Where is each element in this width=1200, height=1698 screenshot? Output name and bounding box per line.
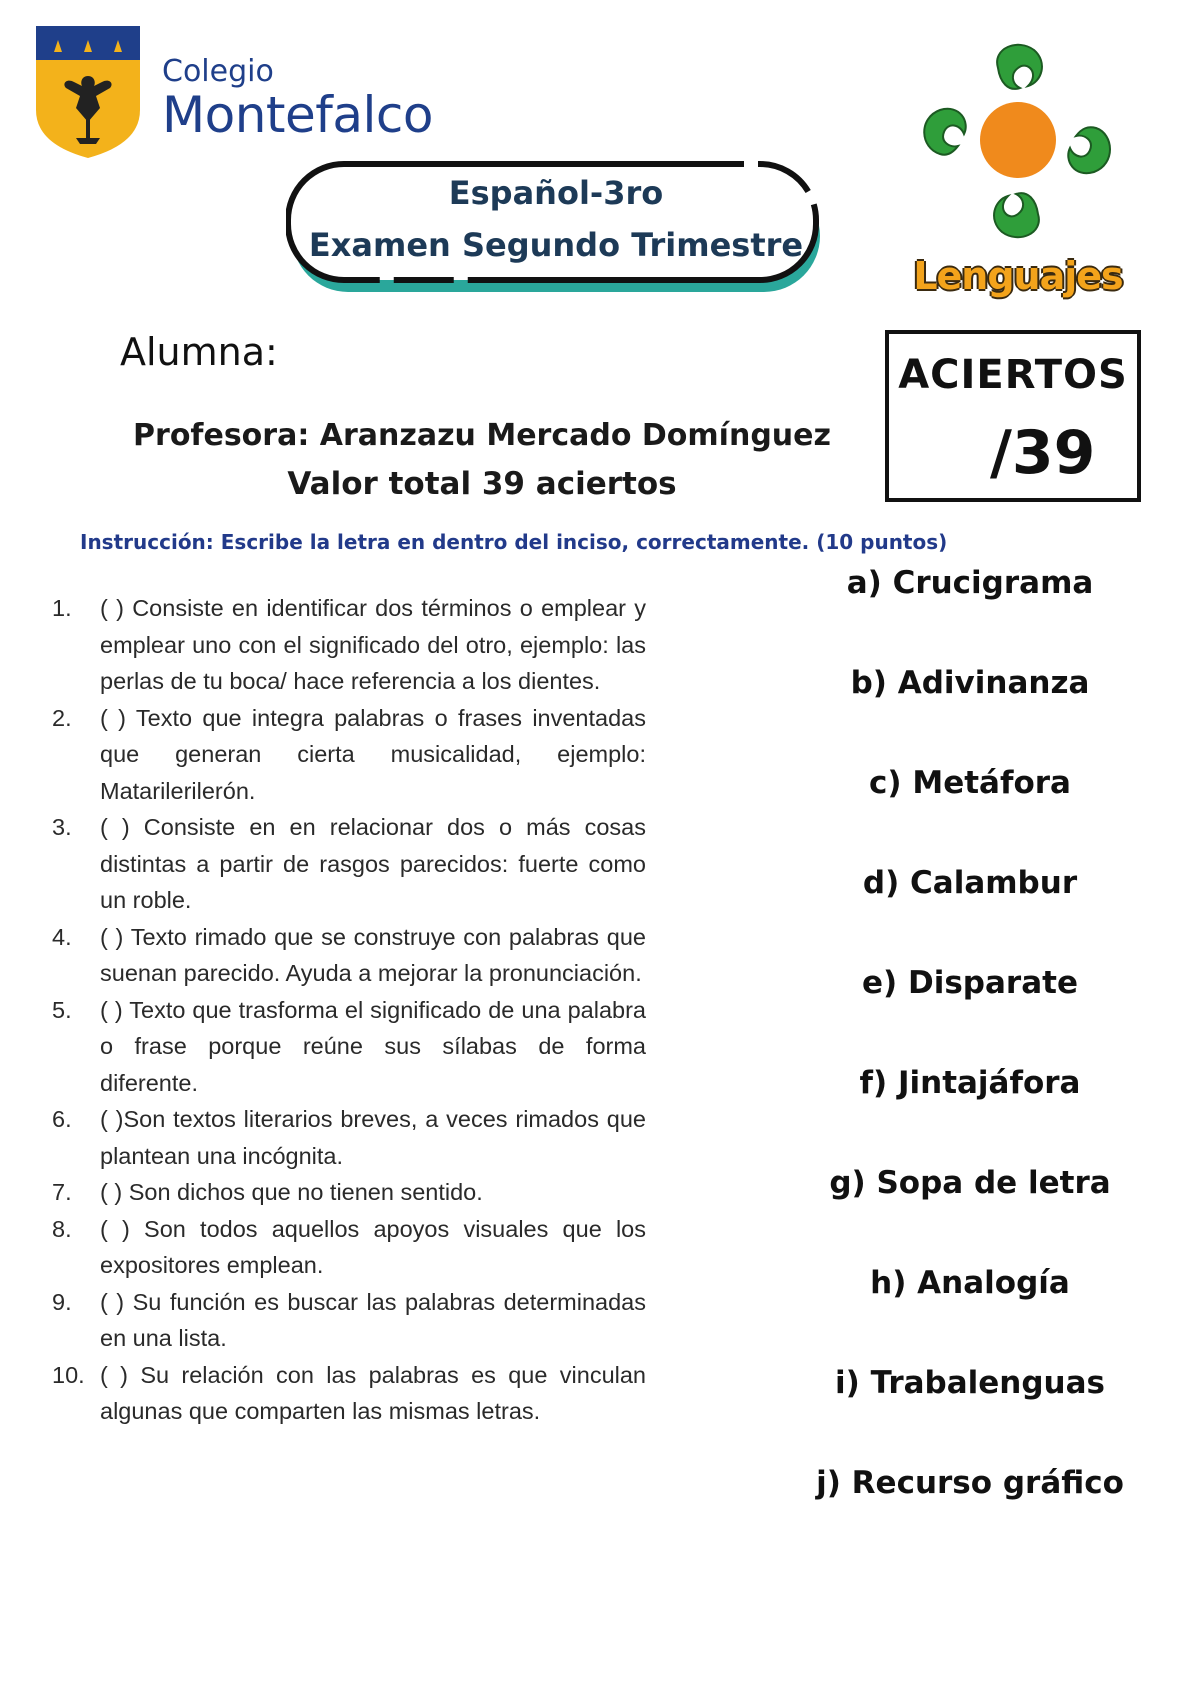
school-shield-logo xyxy=(36,26,140,158)
option-d: d) Calambur xyxy=(862,865,1078,901)
question-number: 2. xyxy=(52,704,72,731)
option-g: g) Sopa de letra xyxy=(829,1165,1111,1201)
instruction-text: Instrucción: Escribe la letra en dentro del inciso, correctamente. (10 puntos) xyxy=(80,530,948,554)
question-item xyxy=(52,919,646,992)
question-number: 10. xyxy=(52,1361,85,1388)
question-number: 7. xyxy=(52,1179,72,1205)
exam-title xyxy=(286,168,826,272)
question-number: 9. xyxy=(52,1288,72,1315)
question-item xyxy=(52,700,646,810)
question-text: ( ) Su función es buscar las palabras determinadas en una lista. xyxy=(100,1288,646,1351)
question-text: ( ) Su relación con las palabras es que vinculan algunas que comparten las mismas letras. xyxy=(100,1361,646,1424)
question-number: 3. xyxy=(52,814,72,840)
school-name-small: Colegio xyxy=(162,54,274,89)
questions-list xyxy=(52,590,646,1430)
option-c: c) Metáfora xyxy=(869,765,1071,801)
question-item xyxy=(52,590,646,700)
question-text: ( ) Son dichos que no tienen sentido. xyxy=(100,1179,483,1205)
score-label: ACIERTOS xyxy=(898,352,1128,398)
question-text: ( ) Consiste en en relacionar dos o más cosas distintas a partir de rasgos parecidos: fuerte como un roble. xyxy=(100,814,646,913)
question-number: 8. xyxy=(52,1215,72,1242)
question-item xyxy=(52,1101,646,1174)
exam-subject: Español-3ro xyxy=(448,174,664,212)
question-text: ( ) Texto rimado que se construye con palabras que suenan parecido. Ayuda a mejorar la pronunciación. xyxy=(100,923,646,986)
question-number: 4. xyxy=(52,923,72,950)
question-item xyxy=(52,1174,646,1211)
school-name xyxy=(162,56,433,142)
option-i: i) Trabalenguas xyxy=(835,1365,1105,1401)
student-name-label: Alumna: xyxy=(120,330,278,374)
question-number: 5. xyxy=(52,996,72,1023)
lenguajes-logo-word: Lenguajes xyxy=(913,254,1123,298)
question-item xyxy=(52,1284,646,1357)
question-number: 1. xyxy=(52,595,72,621)
total-value: Valor total 39 aciertos xyxy=(287,466,677,502)
option-a: a) Crucigrama xyxy=(846,565,1094,601)
question-item xyxy=(52,809,646,919)
option-j: j) Recurso gráfico xyxy=(816,1465,1124,1501)
option-e: e) Disparate xyxy=(862,965,1078,1001)
question-text: ( ) Son todos aquellos apoyos visuales que los expositores emplean. xyxy=(100,1215,646,1278)
school-name-big: Montefalco xyxy=(162,86,434,144)
question-item xyxy=(52,1357,646,1430)
question-text: ( ) Consiste en identificar dos términos o emplear y emplear uno con el significado del otro, ejemplo: las perlas de tu boca/ hace referencia a los dientes. xyxy=(100,595,646,694)
question-text: ( ) Texto que trasforma el significado de una palabra o frase porque reúne sus sílabas de forma diferente. xyxy=(100,996,646,1096)
question-text: ( )Son textos literarios breves, a veces rimados que plantean una incógnita. xyxy=(100,1106,646,1169)
teacher-name: Profesora: Aranzazu Mercado Domínguez xyxy=(133,418,831,453)
exam-name: Examen Segundo Trimestre xyxy=(308,226,804,264)
question-text: ( ) Texto que integra palabras o frases inventadas que generan cierta musicalidad, ejemplo: Matarilerilerón. xyxy=(100,704,646,804)
option-b: b) Adivinanza xyxy=(850,665,1090,701)
question-item xyxy=(52,1211,646,1284)
question-number: 6. xyxy=(52,1106,72,1132)
question-item xyxy=(52,992,646,1102)
option-h: h) Analogía xyxy=(870,1265,1070,1301)
option-f: f) Jintajáfora xyxy=(859,1065,1081,1101)
score-total: /39 xyxy=(990,418,1096,488)
